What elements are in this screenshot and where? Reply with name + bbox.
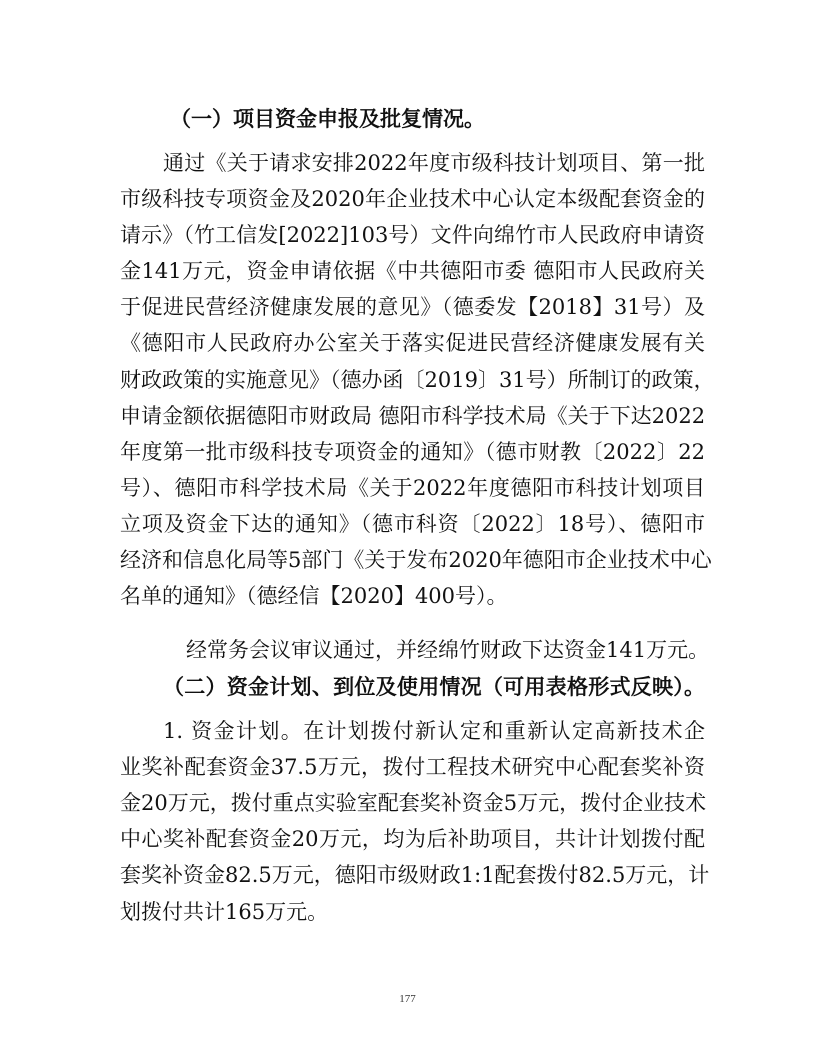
paragraph-line: 中心奖补配套资金20万元，均为后补助项目，共计计划拨付配 xyxy=(120,827,705,851)
paragraph-line: 财政政策的实施意见》（德办函〔2019〕31号）所制订的政策， xyxy=(120,368,715,392)
paragraph-line: 名单的通知》（德经信【2020】400号）。 xyxy=(120,584,508,608)
paragraph-line: 请示》（竹工信发[2022]103号）文件向绵竹市人民政府申请资 xyxy=(120,223,705,247)
paragraph-line: 于促进民营经济健康发展的意见》（德委发【2018】31号）及 xyxy=(120,295,705,319)
paragraph-line: 通过《关于请求安排2022年度市级科技计划项目、第一批 xyxy=(163,151,705,175)
paragraph-line: 立项及资金下达的通知》（德市科资〔2022〕18号）、德阳市 xyxy=(120,512,705,536)
page-number: 177 xyxy=(399,993,416,1005)
paragraph-line: 套奖补资金82.5万元，德阳市级财政1:1配套拨付82.5万元，计 xyxy=(120,863,710,887)
paragraph-line: 1. 资金计划。在计划拨付新认定和重新认定高新技术企 xyxy=(163,719,705,743)
section2-heading: （二）资金计划、到位及使用情况（可用表格形式反映）。 xyxy=(163,675,705,699)
paragraph-line: 金20万元，拨付重点实验室配套奖补资金5万元，拨付企业技术 xyxy=(120,791,707,815)
approval-paragraph: 经常务会议审议通过，并经绵竹财政下达资金141万元。 xyxy=(186,638,710,662)
paragraph-line: 市级科技专项资金及2020年企业技术中心认定本级配套资金的 xyxy=(120,187,705,211)
paragraph-line: 经济和信息化局等5部门《关于发布2020年德阳市企业技术中心 xyxy=(120,548,712,572)
paragraph-line: 业奖补配套资金37.5万元，拨付工程技术研究中心配套奖补资 xyxy=(120,755,705,779)
section1-heading: （一）项目资金申报及批复情况。 xyxy=(170,107,485,131)
paragraph-line: 划拨付共计165万元。 xyxy=(120,900,329,924)
paragraph-line: 年度第一批市级科技专项资金的通知》（德市财教〔2022〕22 xyxy=(120,440,705,464)
paragraph-line: 《德阳市人民政府办公室关于落实促进民营经济健康发展有关 xyxy=(120,331,705,355)
paragraph-line: 金141万元，资金申请依据《中共德阳市委 德阳市人民政府关 xyxy=(120,259,705,283)
paragraph-line: 号）、德阳市科学技术局《关于2022年度德阳市科技计划项目 xyxy=(120,476,705,500)
paragraph-line: 申请金额依据德阳市财政局 德阳市科学技术局《关于下达2022 xyxy=(120,404,706,428)
